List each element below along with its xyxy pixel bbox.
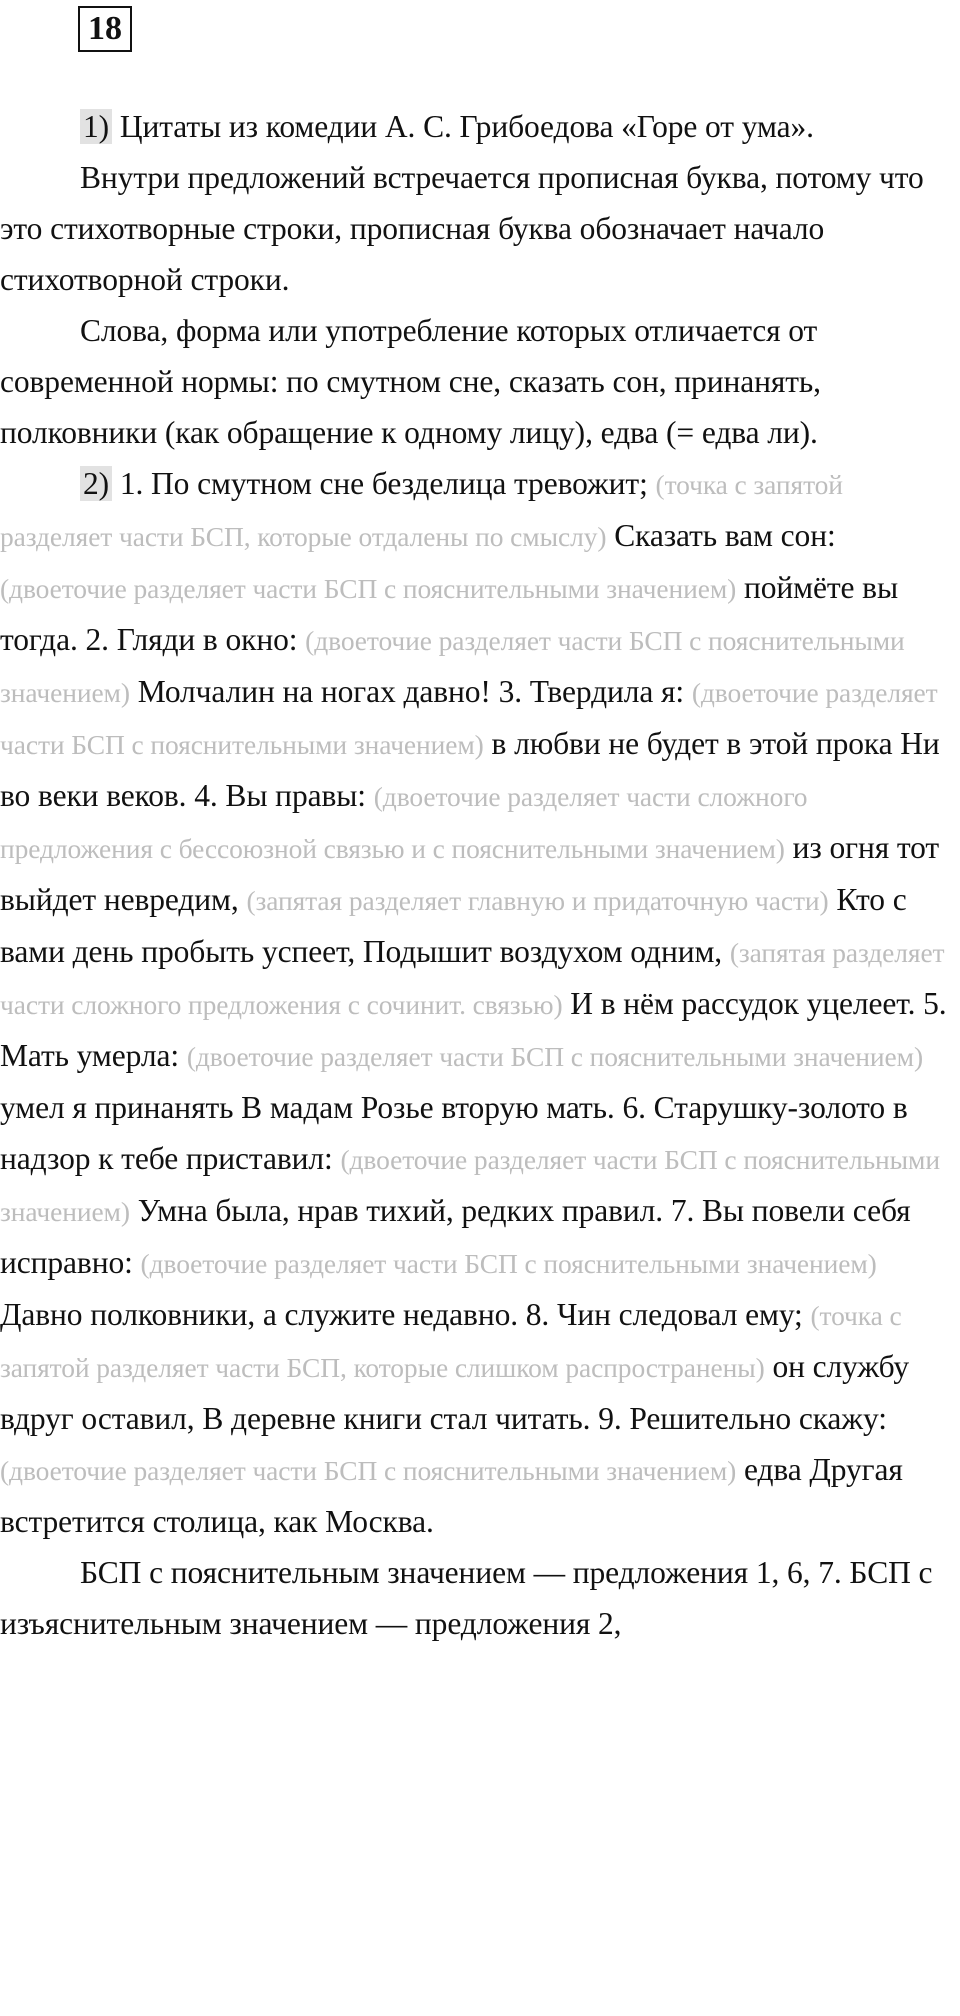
- part-marker-1: 1): [80, 109, 112, 144]
- punctuation-note: (двоеточие разделяет части БСП с пояснительными значением): [0, 625, 905, 708]
- punctuation-note: (двоеточие разделяет части БСП с пояснительными значением): [0, 1455, 737, 1486]
- quote-segment: едва Другая встретится столица, как Москва.: [0, 1452, 903, 1539]
- paragraph-quotes: [0, 458, 958, 1547]
- task-number: 18: [78, 6, 132, 52]
- paragraph-1: [0, 101, 958, 152]
- quote-segment: он службу вдруг оставил, В деревне книги стал читать. 9. Решительно скажу:: [0, 1349, 910, 1436]
- quote-segment: Кто с вами день пробыть успеет, Подышит воздухом одним,: [0, 882, 907, 969]
- punctuation-note: (двоеточие разделяет части БСП с пояснительными значением): [140, 1248, 877, 1279]
- quote-segment: умел я принанять В мадам Розье вторую мать. 6. Старушку-золото в надзор к тебе приставил:: [0, 1090, 908, 1176]
- punctuation-note: (точка с запятой разделяет части БСП, которые отдалены по смыслу): [0, 469, 843, 552]
- quote-segment: поймёте вы тогда. 2. Гляди в окно:: [0, 570, 899, 657]
- punctuation-note: (запятая разделяет части сложного предложения с сочинит. связью): [0, 937, 945, 1020]
- punctuation-note: (точка с запятой разделяет части БСП, которые слишком распространены): [0, 1300, 902, 1383]
- part-marker-2: 2): [80, 466, 112, 501]
- quote-segment: Умна была, нрав тихий, редких правил. 7. Вы повели себя исправно:: [0, 1193, 911, 1280]
- quote-segment: из огня тот выйдет невредим,: [0, 830, 940, 917]
- punctuation-note: (запятая разделяет главную и придаточную части): [246, 885, 829, 916]
- quote-segment: в любви не будет в этой прока Ни во веки веков. 4. Вы правы:: [0, 726, 940, 813]
- quote-segment: Сказать вам сон:: [614, 518, 836, 553]
- punctuation-note: (двоеточие разделяет части БСП с пояснительными значением): [0, 1144, 940, 1227]
- paragraph-3: Слова, форма или употребление которых отличается от современной нормы: по смутном сне, сказать сон, принанять, полковники (как обращение к одному лицу), едва (= едва ли).: [0, 313, 821, 450]
- paragraph-1-text: Цитаты из комедии А. С. Грибоедова «Горе от ума».: [119, 109, 814, 144]
- paragraph-5: БСП с пояснительным значением — предложения 1, 6, 7. БСП с изъяснительным значением — предложения 2,: [0, 1555, 933, 1641]
- quote-segment: Молчалин на ногах давно! 3. Твердила я:: [137, 674, 685, 709]
- punctuation-note: (двоеточие разделяет части сложного предложения с бессоюзной связью и с пояснительными значением): [0, 781, 808, 864]
- punctuation-note: (двоеточие разделяет части БСП с пояснительными значением): [0, 573, 737, 604]
- punctuation-note: (двоеточие разделяет части БСП с пояснительными значением): [0, 677, 938, 760]
- quote-segment: 1. По смутном сне безделица тревожит;: [119, 466, 648, 501]
- quote-segment: Давно полковники, а служите недавно. 8. Чин следовал ему;: [0, 1297, 803, 1332]
- paragraph-2: Внутри предложений встречается прописная буква, потому что это стихотворные строки, прописная буква обозначает начало стихотворной строки.: [0, 160, 924, 297]
- answer-text: [0, 101, 958, 1649]
- quote-segment: И в нём рассудок уцелеет. 5. Мать умерла:: [0, 986, 947, 1073]
- punctuation-note: (двоеточие разделяет части БСП с пояснительными значением): [186, 1041, 924, 1072]
